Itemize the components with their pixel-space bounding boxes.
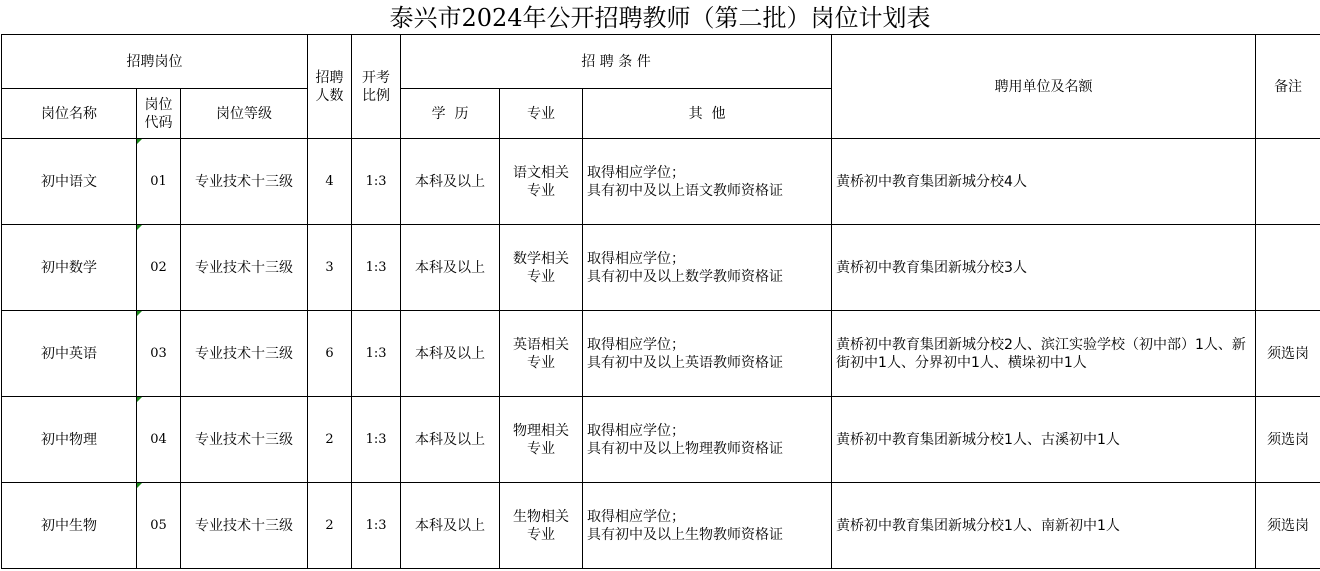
header-education: 学 历 xyxy=(401,89,500,139)
cell-remark xyxy=(1256,139,1320,225)
cell-post-level: 专业技术十三级 xyxy=(181,397,308,483)
cell-education: 本科及以上 xyxy=(401,311,500,397)
cell-hire-count: 2 xyxy=(308,397,352,483)
header-hire-count: 招聘 人数 xyxy=(308,35,352,139)
cell-post-name: 初中语文 xyxy=(2,139,137,225)
cell-units: 黄桥初中教育集团新城分校3人 xyxy=(832,225,1256,311)
cell-post-name: 初中生物 xyxy=(2,483,137,569)
header-post-code: 岗位 代码 xyxy=(137,89,181,139)
cell-other: 取得相应学位； 具有初中及以上生物教师资格证 xyxy=(583,483,832,569)
cell-major: 语文相关 专业 xyxy=(500,139,583,225)
table-row xyxy=(2,483,1320,569)
cell-post-code: 05 xyxy=(137,483,181,569)
cell-major: 英语相关 专业 xyxy=(500,311,583,397)
cell-exam-ratio: 1:3 xyxy=(352,397,401,483)
cell-education: 本科及以上 xyxy=(401,225,500,311)
page-title: 泰兴市2024年公开招聘教师（第二批）岗位计划表 xyxy=(389,4,931,32)
cell-post-level: 专业技术十三级 xyxy=(181,139,308,225)
table-row xyxy=(2,225,1320,311)
cell-major: 数学相关 专业 xyxy=(500,225,583,311)
cell-post-level: 专业技术十三级 xyxy=(181,311,308,397)
cell-units: 黄桥初中教育集团新城分校2人、滨江实验学校（初中部）1人、新街初中1人、分界初中1人、横垛初中1人 xyxy=(832,311,1256,397)
cell-other: 取得相应学位； 具有初中及以上英语教师资格证 xyxy=(583,311,832,397)
cell-post-level: 专业技术十三级 xyxy=(181,483,308,569)
cell-hire-count: 3 xyxy=(308,225,352,311)
cell-hire-count: 6 xyxy=(308,311,352,397)
cell-remark: 须选岗 xyxy=(1256,311,1320,397)
header-post-name: 岗位名称 xyxy=(2,89,137,139)
cell-post-name: 初中英语 xyxy=(2,311,137,397)
cell-other: 取得相应学位； 具有初中及以上物理教师资格证 xyxy=(583,397,832,483)
cell-remark xyxy=(1256,225,1320,311)
cell-other: 取得相应学位； 具有初中及以上语文教师资格证 xyxy=(583,139,832,225)
cell-post-name: 初中物理 xyxy=(2,397,137,483)
cell-post-code: 04 xyxy=(137,397,181,483)
cell-post-level: 专业技术十三级 xyxy=(181,225,308,311)
cell-post-code: 02 xyxy=(137,225,181,311)
header-exam-ratio: 开考 比例 xyxy=(352,35,401,139)
cell-exam-ratio: 1:3 xyxy=(352,483,401,569)
cell-post-code: 01 xyxy=(137,139,181,225)
header-other: 其 他 xyxy=(583,89,832,139)
cell-post-code: 03 xyxy=(137,311,181,397)
cell-major: 生物相关 专业 xyxy=(500,483,583,569)
cell-post-name: 初中数学 xyxy=(2,225,137,311)
cell-education: 本科及以上 xyxy=(401,139,500,225)
cell-exam-ratio: 1:3 xyxy=(352,139,401,225)
header-conditions: 招 聘 条 件 xyxy=(401,35,832,89)
cell-hire-count: 2 xyxy=(308,483,352,569)
header-remarks: 备注 xyxy=(1256,35,1320,139)
cell-major: 物理相关 专业 xyxy=(500,397,583,483)
header-post-level: 岗位等级 xyxy=(181,89,308,139)
cell-education: 本科及以上 xyxy=(401,397,500,483)
cell-units: 黄桥初中教育集团新城分校1人、南新初中1人 xyxy=(832,483,1256,569)
cell-remark: 须选岗 xyxy=(1256,397,1320,483)
header-units: 聘用单位及名额 xyxy=(832,35,1256,139)
cell-exam-ratio: 1:3 xyxy=(352,311,401,397)
cell-education: 本科及以上 xyxy=(401,483,500,569)
cell-exam-ratio: 1:3 xyxy=(352,225,401,311)
header-row-1 xyxy=(2,35,1320,89)
header-post-group: 招聘岗位 xyxy=(2,35,308,89)
table-row xyxy=(2,397,1320,483)
cell-hire-count: 4 xyxy=(308,139,352,225)
header-major: 专业 xyxy=(500,89,583,139)
cell-other: 取得相应学位； 具有初中及以上数学教师资格证 xyxy=(583,225,832,311)
cell-units: 黄桥初中教育集团新城分校1人、古溪初中1人 xyxy=(832,397,1256,483)
recruitment-plan-table xyxy=(1,34,1320,569)
table-row xyxy=(2,311,1320,397)
cell-remark: 须选岗 xyxy=(1256,483,1320,569)
table-row xyxy=(2,139,1320,225)
cell-units: 黄桥初中教育集团新城分校4人 xyxy=(832,139,1256,225)
